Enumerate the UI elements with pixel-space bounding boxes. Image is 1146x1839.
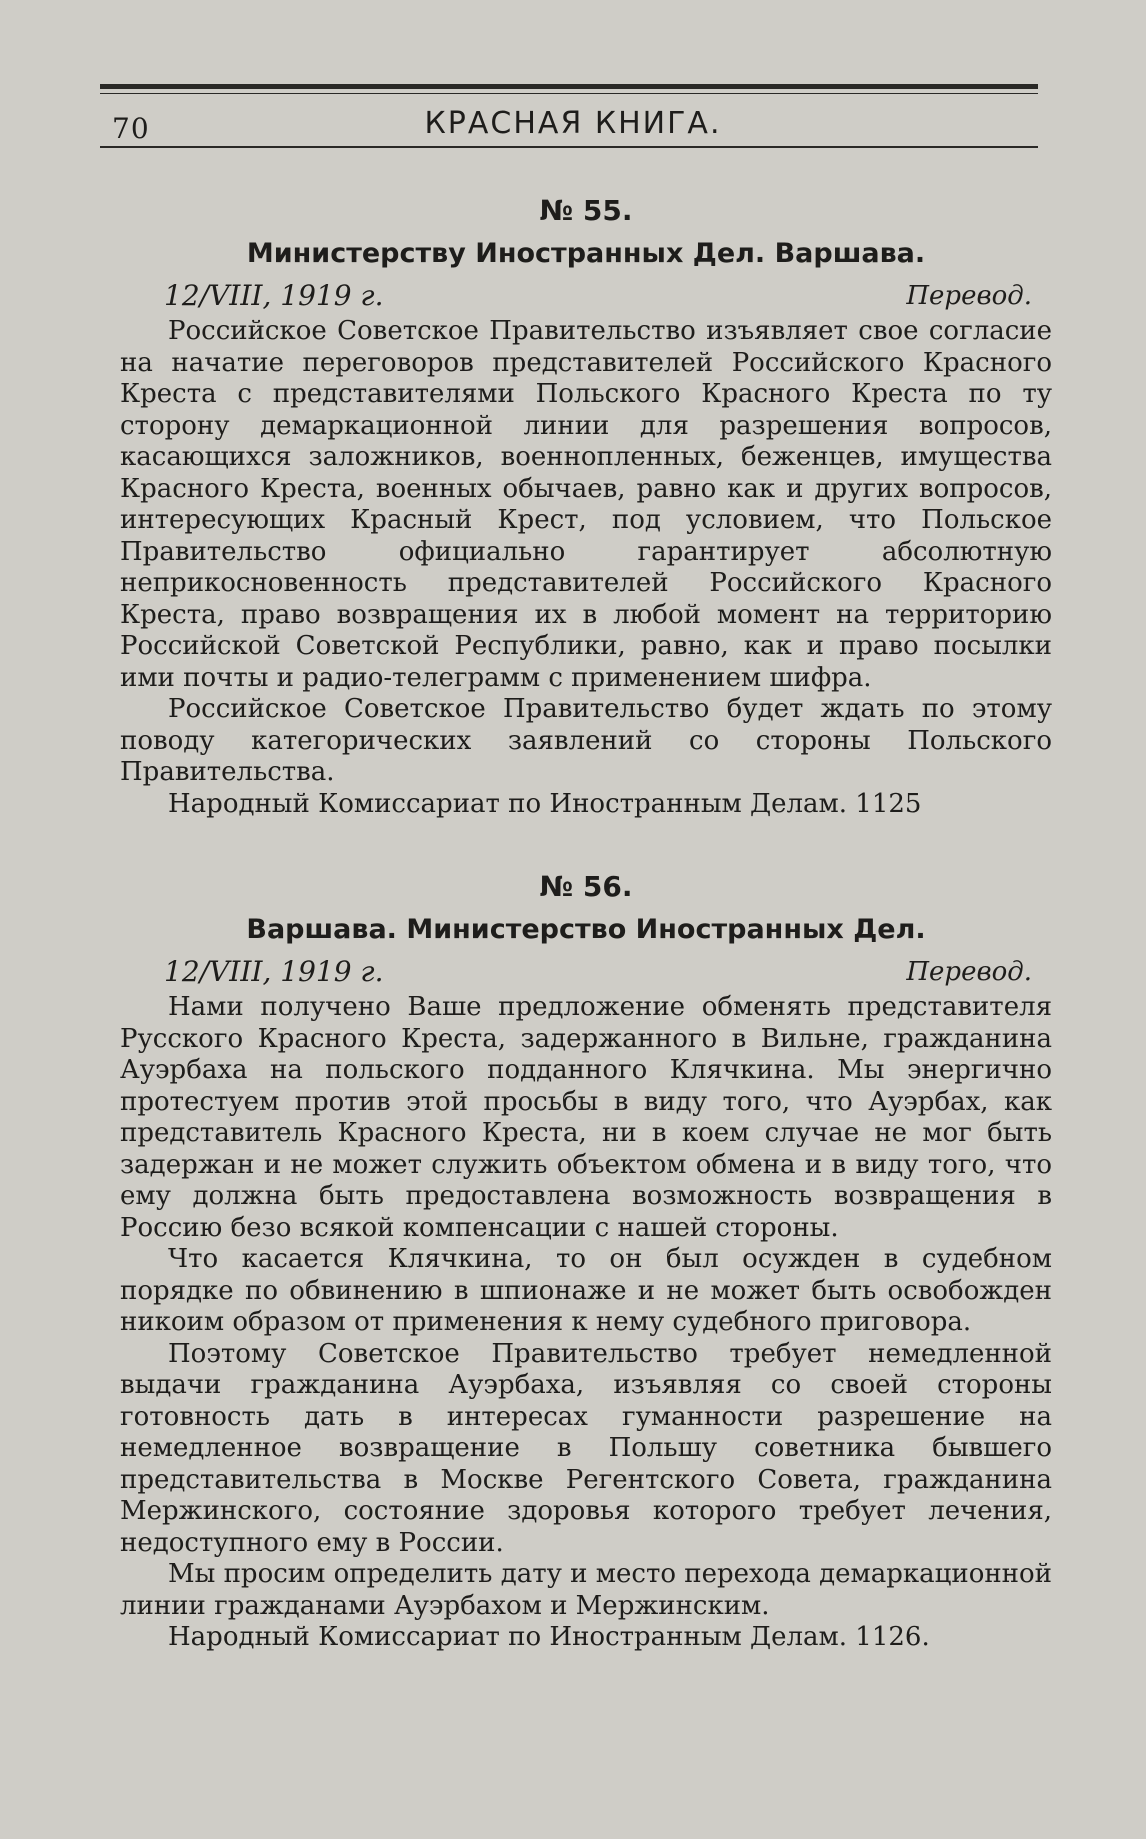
translation-note: Перевод. [906,957,1032,987]
document-date: 12/VIII, 1919 г. [164,955,384,988]
document-meta [120,276,1052,316]
document-56 [120,866,1052,1654]
document-heading: Министерству Иностранных Дел. Варшава. [246,238,926,269]
signature: Народный Комиссариат по Иностранным Делам. 1126. [168,1622,930,1652]
document-heading: Варшава. Министерство Иностранных Дел. [246,914,926,945]
document-number: № 55. [539,194,633,227]
signature: Народный Комиссариат по Иностранным Делам. 1125 [168,788,922,819]
header-underline [100,146,1038,148]
document-number: № 56. [539,870,633,903]
header-rule-thick [100,84,1038,89]
header-rule-thin [100,93,1038,94]
paragraph: Российское Советское Правительство будет ждать по этому поводу категорических заявлений со стороны Польского Правительства. [120,694,1052,787]
running-title: КРАСНАЯ КНИГА. [424,106,722,141]
paragraph: Поэтому Советское Правительство требует немедленной выдачи гражданина Ауэрбаха, изъявляя со своей стороны готовность дать в интересах гуманности разрешение на немедленное возвращение в Польшу советника бывшего представительства в Москве Регентского Совета, гражданина Мержинского, состояние здоровья которого требует лечения, недоступного ему в России. [120,1338,1052,1558]
document-55 [120,190,1052,820]
paragraph: Мы просим определить дату и место перехода демаркационной линии гражданами Ауэрбахом и Мержинским. [120,1559,1052,1621]
paragraph: Что касается Клячкина, то он был осужден в судебном порядке по обвинению в шпионаже и не может быть освобожден никоим образом от применения к нему судебного приговора. [120,1244,1052,1337]
paragraph: Нами получено Ваше предложение обменять представителя Русского Красного Креста, задержанного в Вильне, гражданина Ауэрбаха на польского подданного Клячкина. Мы энергично протестуем против этой просьбы в виду того, что Ауэрбах, как представитель Красного Креста, ни в коем случае не мог быть задержан и не может служить объектом обмена и в виду того, что ему должна быть предоставлена возможность возвращения в Россию безо всякой компенсации с нашей стороны. [120,992,1052,1243]
document-meta [120,952,1052,992]
page-number: 70 [112,112,150,145]
translation-note: Перевод. [906,281,1032,311]
document-date: 12/VIII, 1919 г. [164,279,384,312]
paragraph: Российское Советское Правительство изъявляет свое согласие на начатие переговоров представителей Российского Красного Креста с представителями Польского Красного Креста по ту сторону демаркационной линии для разрешения вопросов, касающихся заложников, военнопленных, беженцев, имущества Красного Креста, военных обычаев, равно как и других вопросов, интересующих Красный Крест, под условием, что Польское Правительство официально гарантирует абсолютную неприкосновенность представителей Российского Красного Креста, право возвращения их в любой момент на территорию Российской Советской Республики, равно, как и право посылки ими почты и радио-телеграмм с применением шифра. [120,316,1052,693]
